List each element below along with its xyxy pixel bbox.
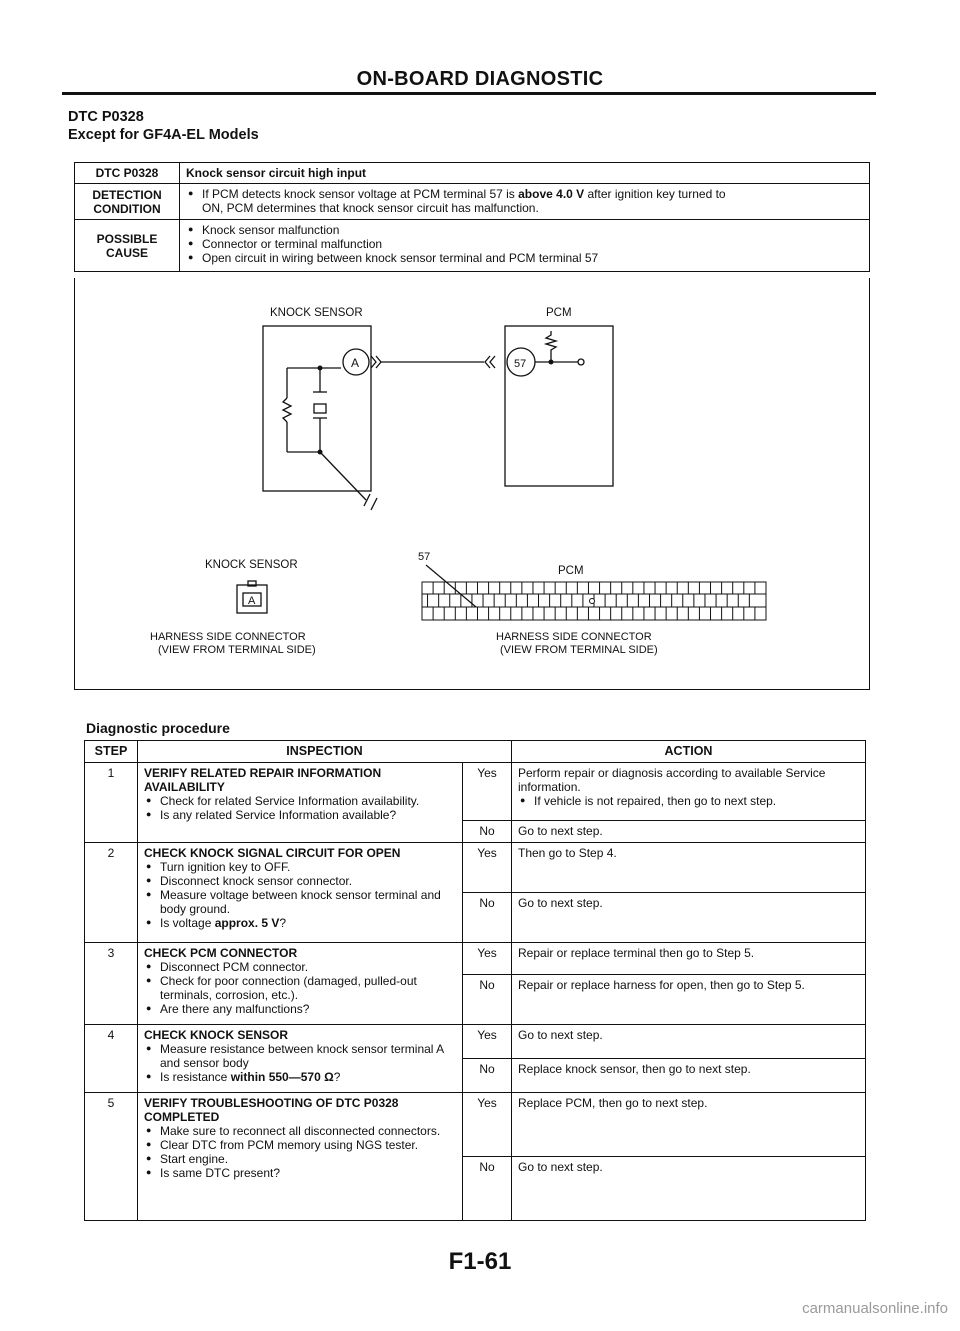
pcm-label: PCM bbox=[546, 307, 572, 319]
step-bullet: ● Clear DTC from PCM memory using NGS tester. bbox=[160, 1138, 456, 1152]
bullet-value: approx. 5 V bbox=[214, 916, 280, 930]
step-number: 1 bbox=[85, 763, 138, 843]
no-label: No bbox=[463, 893, 512, 943]
detection-label-line1: DETECTION bbox=[92, 187, 162, 202]
head-step: STEP bbox=[85, 741, 138, 763]
step-bullet: ● Measure resistance between knock sensor terminal A and sensor body bbox=[160, 1042, 456, 1070]
step-number: 3 bbox=[85, 943, 138, 1025]
yes-action: Replace PCM, then go to next step. bbox=[512, 1093, 866, 1157]
step-title: CHECK KNOCK SENSOR bbox=[144, 1028, 289, 1042]
terminal-57-label: 57 bbox=[514, 358, 527, 370]
bullet-value: within 550—570 Ω bbox=[230, 1070, 334, 1084]
yes-label: Yes bbox=[463, 1093, 512, 1157]
knock-sensor-label-2: KNOCK SENSOR bbox=[205, 559, 298, 571]
bullet-text: Is resistance bbox=[160, 1070, 231, 1084]
dtc-label-cell: DTC P0328 bbox=[75, 163, 180, 184]
yes-action: Then go to Step 4. bbox=[512, 843, 866, 893]
step-bullet: ● Disconnect PCM connector. bbox=[160, 960, 456, 974]
step-bullet: ● Turn ignition key to OFF. bbox=[160, 860, 456, 874]
no-label: No bbox=[463, 1157, 512, 1221]
head-action: ACTION bbox=[512, 741, 866, 763]
step-title: CHECK KNOCK SIGNAL CIRCUIT FOR OPEN bbox=[144, 846, 401, 860]
step-bullet: ● Make sure to reconnect all disconnected connectors. bbox=[160, 1124, 456, 1138]
dtc-models-line: Except for GF4A-EL Models bbox=[68, 127, 259, 143]
yes-action-bullet: ● If vehicle is not repaired, then go to next step. bbox=[534, 794, 859, 808]
page-header-title: ON-BOARD DIAGNOSTIC bbox=[356, 68, 604, 90]
procedure-title: Diagnostic procedure bbox=[86, 720, 230, 736]
harness-right-line1: HARNESS SIDE CONNECTOR bbox=[496, 631, 652, 643]
step-bullet: ● Measure voltage between knock sensor terminal and body ground. bbox=[160, 888, 456, 916]
harness-left-line1: HARNESS SIDE CONNECTOR bbox=[150, 631, 306, 643]
yes-action bbox=[512, 763, 866, 821]
step-bullet bbox=[160, 916, 456, 930]
no-action: Repair or replace harness for open, then go to Step 5. bbox=[512, 975, 866, 1025]
dtc-description: Knock sensor circuit high input bbox=[180, 163, 870, 184]
step-inspection bbox=[138, 943, 463, 1025]
step-title: VERIFY RELATED REPAIR INFORMATION AVAILABILITY bbox=[144, 766, 382, 794]
harness-right-line2: (VIEW FROM TERMINAL SIDE) bbox=[500, 644, 658, 656]
watermark: carmanualsonline.info bbox=[802, 1300, 948, 1317]
cause-label-line2: CAUSE bbox=[105, 245, 148, 260]
step-number: 2 bbox=[85, 843, 138, 943]
terminal-a-label: A bbox=[351, 356, 360, 370]
yes-action: Repair or replace terminal then go to Step 5. bbox=[512, 943, 866, 975]
step-bullet: ● Is same DTC present? bbox=[160, 1166, 456, 1180]
step-bullet: ● Check for poor connection (damaged, pulled-out terminals, corrosion, etc.). bbox=[160, 974, 456, 1002]
cause-item: ● Open circuit in wiring between knock sensor terminal and PCM terminal 57 bbox=[202, 251, 863, 265]
no-action: Go to next step. bbox=[512, 821, 866, 843]
step-bullet: ● Start engine. bbox=[160, 1152, 456, 1166]
step-inspection bbox=[138, 843, 463, 943]
step-bullet: ● Disconnect knock sensor connector. bbox=[160, 874, 456, 888]
knock-sensor-box bbox=[263, 326, 371, 491]
yes-label: Yes bbox=[463, 763, 512, 821]
step-inspection bbox=[138, 763, 463, 843]
step-number: 4 bbox=[85, 1025, 138, 1093]
step-bullet: ● Are there any malfunctions? bbox=[160, 1002, 456, 1016]
connector-a-label: A bbox=[248, 595, 256, 607]
detection-threshold: above 4.0 V bbox=[518, 187, 585, 201]
detection-label-line2: CONDITION bbox=[93, 201, 161, 216]
bullet-text: Is voltage bbox=[160, 916, 215, 930]
yes-action: Go to next step. bbox=[512, 1025, 866, 1059]
bullet-text: ? bbox=[333, 1070, 341, 1084]
step-bullet: ● Check for related Service Information availability. bbox=[160, 794, 456, 808]
pin-57-label: 57 bbox=[418, 551, 431, 563]
bullet-text: ? bbox=[279, 916, 287, 930]
yes-label: Yes bbox=[463, 843, 512, 893]
cause-item: ● Knock sensor malfunction bbox=[202, 223, 863, 237]
step-inspection bbox=[138, 1093, 463, 1221]
no-label: No bbox=[463, 821, 512, 843]
page-number: F1-61 bbox=[448, 1248, 512, 1275]
step-bullet bbox=[160, 1070, 456, 1084]
no-label: No bbox=[463, 1059, 512, 1093]
yes-label: Yes bbox=[463, 943, 512, 975]
yes-label: Yes bbox=[463, 1025, 512, 1059]
cause-item: ● Connector or terminal malfunction bbox=[202, 237, 863, 251]
detection-text-3: ON, PCM determines that knock sensor circuit has malfunction. bbox=[202, 201, 539, 215]
head-inspection: INSPECTION bbox=[138, 741, 512, 763]
detection-text: If PCM detects knock sensor voltage at PCM terminal 57 is bbox=[202, 187, 519, 201]
step-bullet: ● Is any related Service Information available? bbox=[160, 808, 456, 822]
step-title: CHECK PCM CONNECTOR bbox=[144, 946, 298, 960]
no-action: Go to next step. bbox=[512, 1157, 866, 1221]
step-number: 5 bbox=[85, 1093, 138, 1221]
harness-left-line2: (VIEW FROM TERMINAL SIDE) bbox=[158, 644, 316, 656]
procedure-table bbox=[84, 740, 866, 1221]
yes-action-text: Perform repair or diagnosis according to available Service information. bbox=[518, 766, 826, 794]
step-title: VERIFY TROUBLESHOOTING OF DTC P0328 COMPLETED bbox=[144, 1096, 399, 1124]
pcm-label-2: PCM bbox=[558, 565, 584, 577]
detection-text-2: after ignition key turned to bbox=[584, 187, 726, 201]
no-action: Replace knock sensor, then go to next step. bbox=[512, 1059, 866, 1093]
cause-label-line1: POSSIBLE bbox=[96, 231, 158, 246]
step-inspection bbox=[138, 1025, 463, 1093]
no-action: Go to next step. bbox=[512, 893, 866, 943]
dtc-code-line: DTC P0328 bbox=[68, 109, 144, 125]
no-label: No bbox=[463, 975, 512, 1025]
pcm-box bbox=[505, 326, 613, 486]
knock-sensor-label: KNOCK SENSOR bbox=[270, 307, 363, 319]
